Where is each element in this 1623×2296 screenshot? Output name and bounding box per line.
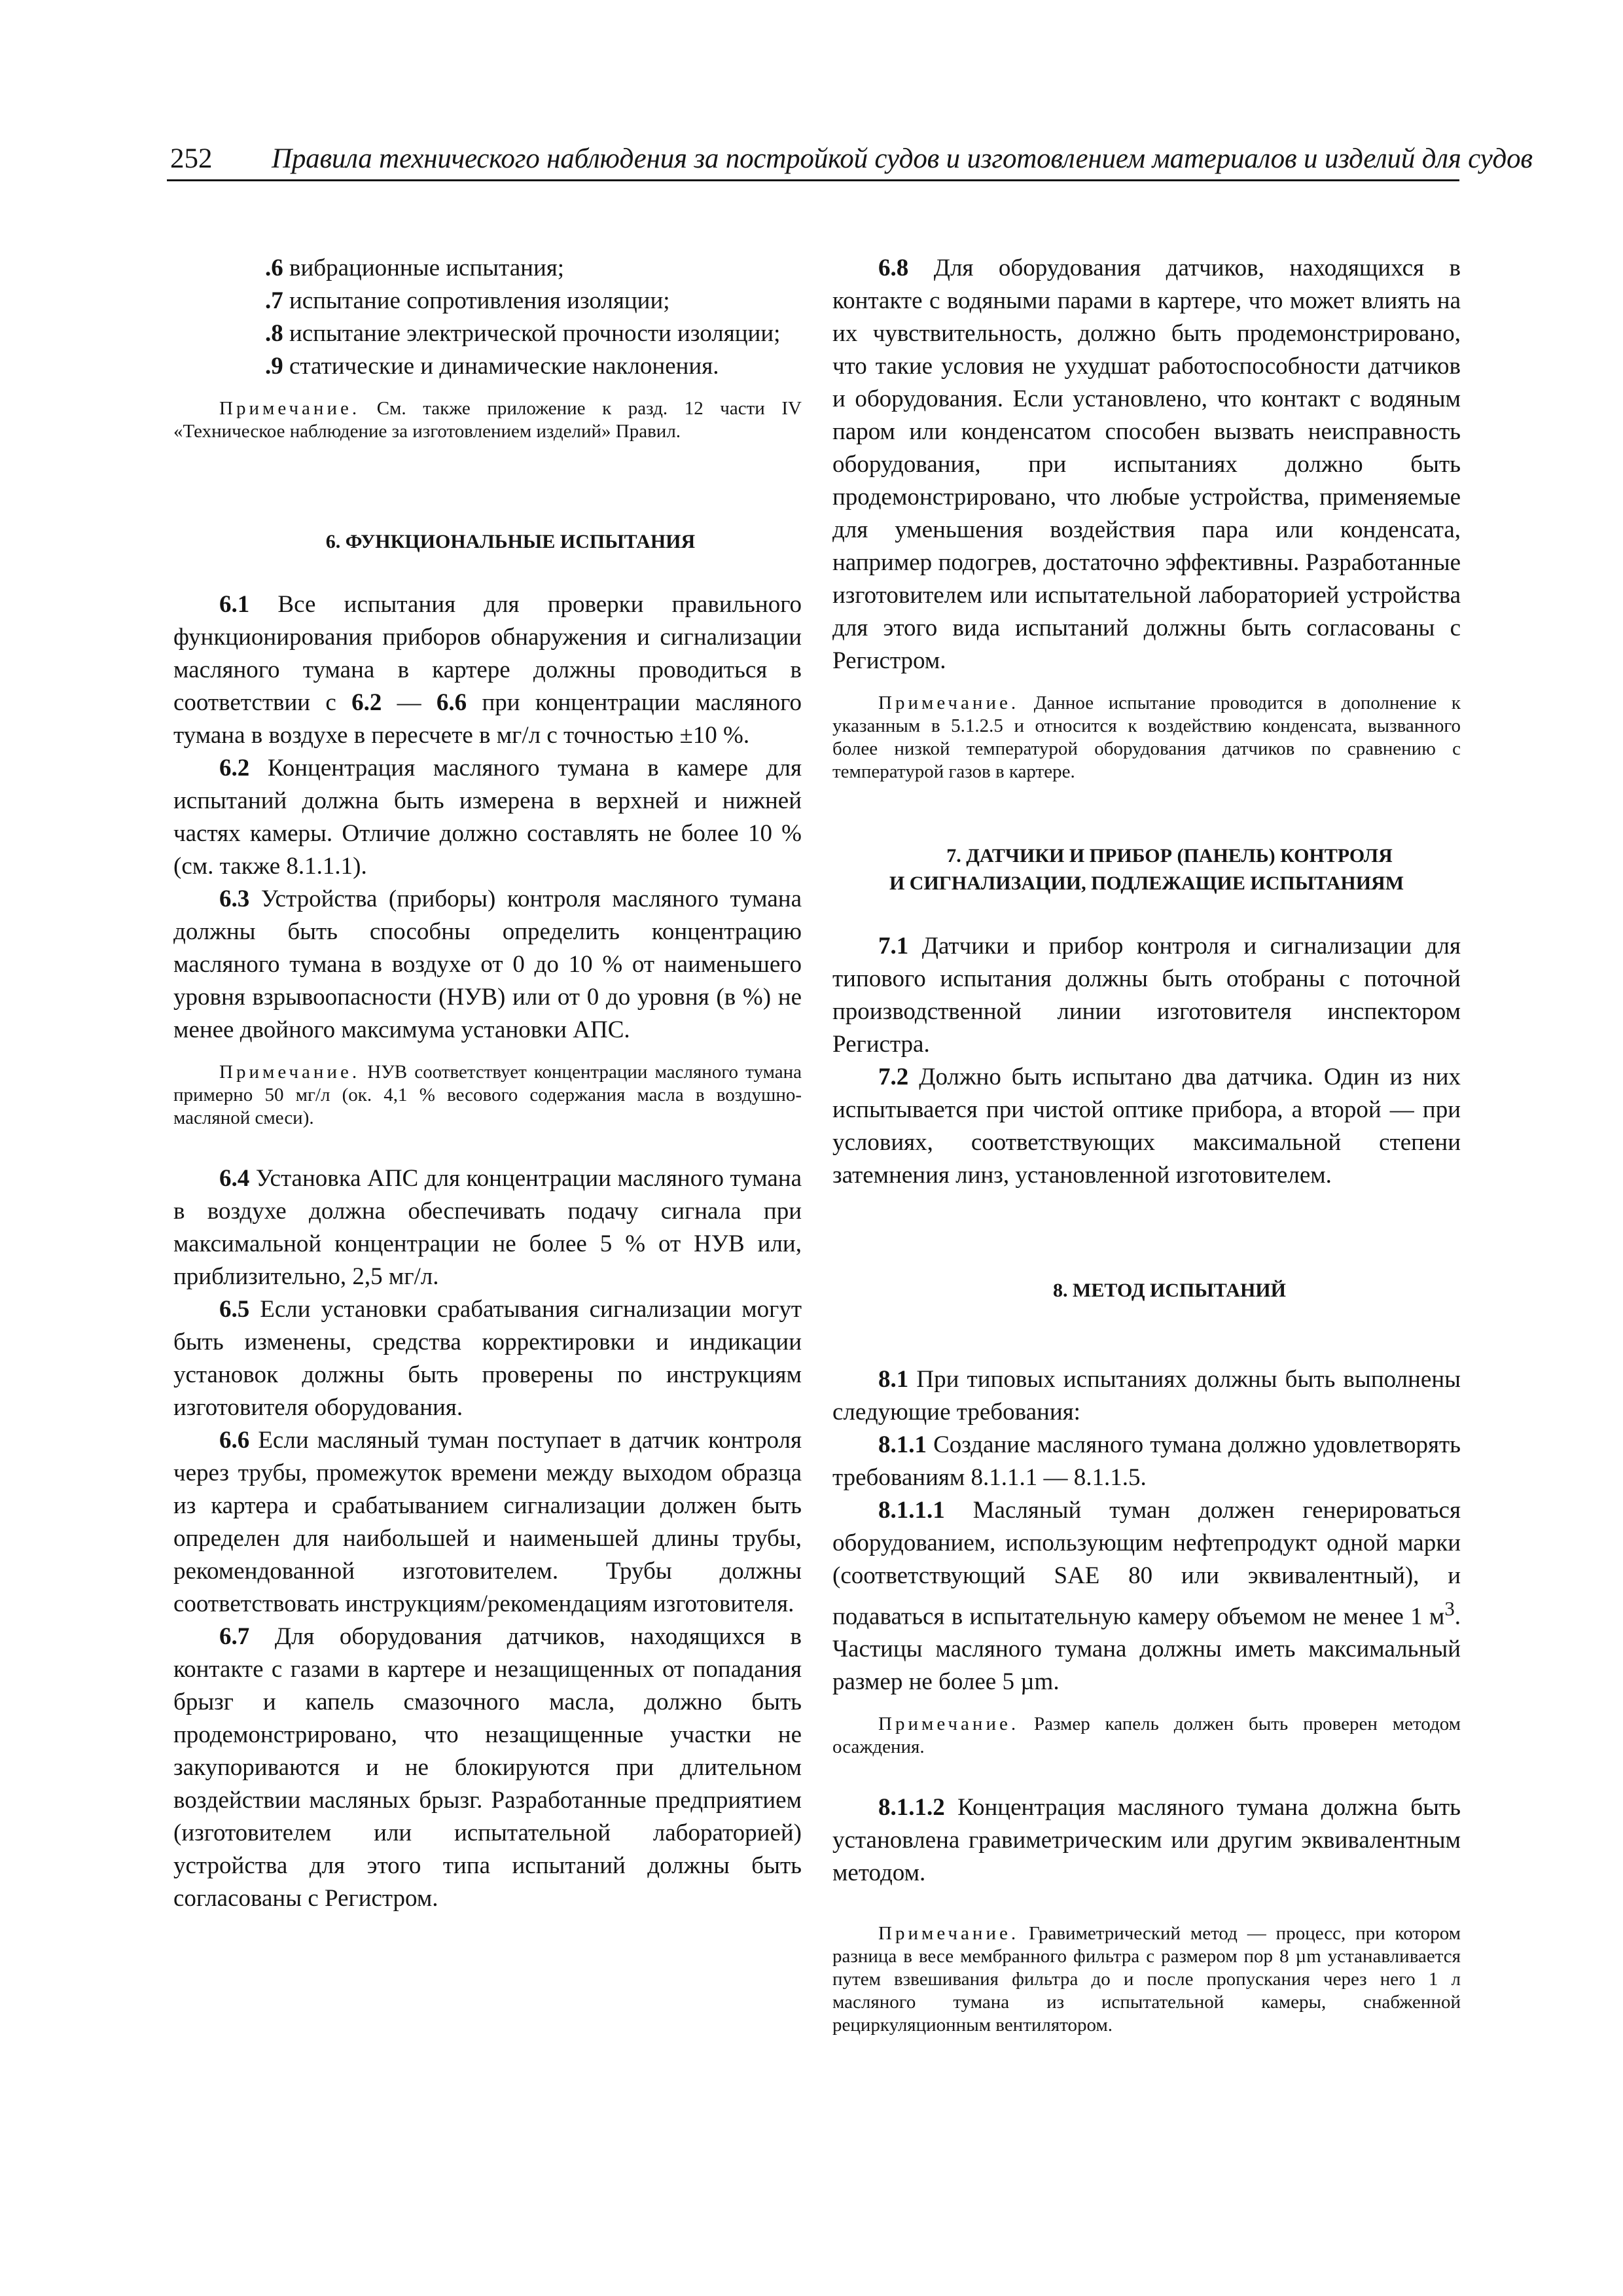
paragraph-8-1-1-2: 8.1.1.2 Концентрация масляного тумана должна быть установлена гравиметрическим или другим эквивалентным методом. (832, 1794, 1461, 1887)
paragraph-7-2: 7.2 Должно быть испытано два датчика. Один из них испытывается при чистой оптике прибора, а второй — при условиях, соответствующих максимальной степени затемнения линз, установленной изготовителем. (832, 1064, 1461, 1189)
paragraph-8-1-1: 8.1.1 Создание масляного тумана должно удовлетворять требованиям 8.1.1.1 — 8.1.1.5. (832, 1431, 1461, 1491)
note: Примечание. Размер капель должен быть проверен методом осаждения. (832, 1713, 1461, 1758)
section-heading-6: 6. ФУНКЦИОНАЛЬНЫЕ ИСПЫТАНИЯ (325, 531, 696, 552)
list-item: .6 вибрационные испытания; (265, 255, 565, 281)
paragraph-6-2: 6.2 Концентрация масляного тумана в камере для испытаний должна быть измерена в верхней и нижней частях камеры. Отличие должно составлять не более 10 % (см. также 8.1.1.1). (173, 755, 802, 880)
paragraph-6-7: 6.7 Для оборудования датчиков, находящихся в контакте с газами в картере и незащищенных от попадания брызг и капель смазочного масла, должно быть продемонстрировано, что незащищенные участки не закупориваются и не блокируются при длительном воздействии масляных брызг. Разработанные предприятием (изготовителем или испытательной лабораторией) устройства для этого типа испытаний должны быть согласованы с Регистром. (173, 1623, 802, 1912)
paragraph-6-5: 6.5 Если установки срабатывания сигнализации могут быть изменены, средства корректировки и индикации установок должны быть проверены по инструкциям изготовителя оборудования. (173, 1296, 802, 1421)
paragraph-6-8: 6.8 Для оборудования датчиков, находящихся в контакте с водяными парами в картере, что может влиять на их чувствительность, должно быть продемонстрировано, что такие условия не ухудшат работоспособности датчиков и оборудования. Если установлено, что контакт с водяным паром или конденсатом способен вызвать неисправность оборудования, при испытаниях должно быть продемонстрировано, что любые устройства, применяемые для уменьшения воздействия пара или конденсата, например подогрев, достаточно эффективны. Разработанные изготовителем или испытательной лабораторией устройства для этого вида испытаний должны быть согласованы с Регистром. (832, 255, 1461, 674)
paragraph-6-3: 6.3 Устройства (приборы) контроля масляного тумана должны быть способны определить концентрацию масляного тумана в воздухе от 0 до 10 % от наименьшего уровня взрывоопасности (НУВ) или от 0 до уровня (в %) не менее двойного максимума установки АПС. (173, 886, 802, 1043)
note: Примечание. См. также приложение к разд. 12 части IV «Техническое наблюдение за изготовлением изделий» Правил. (173, 398, 802, 442)
running-header (167, 139, 1533, 181)
paragraph-6-1: 6.1 Все испытания для проверки правильного функционирования приборов обнаружения и сигнализации масляного тумана в картере должны проводиться в соответствии с 6.2 — 6.6 при концентрации масляного тумана в воздухе в пересчете в мг/л с точностью ±10 %. (173, 591, 802, 749)
section-heading-8: 8. МЕТОД ИСПЫТАНИЙ (1053, 1280, 1286, 1301)
paragraph-7-1: 7.1 Датчики и прибор контроля и сигнализации для типового испытания должны быть отобраны с поточной производственной линии изготовителя инспектором Регистра. (832, 933, 1461, 1058)
note: Примечание. Данное испытание проводится в дополнение к указанным в 5.1.2.5 и относится к воздействию конденсата, вызванного более низкой температурой оборудования датчиков по сравнению с температурой газов в картере. (832, 692, 1461, 782)
page-number: 252 (170, 143, 213, 174)
paragraph-6-6: 6.6 Если масляный туман поступает в датчик контроля через трубы, промежуток времени между выходом образца из картера и срабатыванием сигнализации должен быть определен для наибольшей и наименьшей длины трубы, рекомендованной изготовителем. Трубы должны соответствовать инструкциям/рекомендациям изготовителя. (173, 1427, 802, 1617)
list-item: .7 испытание сопротивления изоляции; (265, 287, 670, 314)
note: Примечание. Гравиметрический метод — процесс, при котором разница в весе мембранного фильтра с размером пор 8 µm устанавливается путем взвешивания фильтра до и после пропускания через него 1 л масляного тумана из испытательной камеры, снабженной рециркуляционным вентилятором. (832, 1923, 1461, 2036)
paragraph-8-1-1-1: 8.1.1.1 Масляный туман должен генерироваться оборудованием, использующим нефтепродукт одной марки (соответствующий SAE 80 или эквивалентный), и подаваться в испытательную камеру объемом не менее 1 $м^3$. Частицы масляного тумана должны иметь максимальный размер не более 5 µm. (832, 1497, 1461, 1696)
paragraph-6-4: 6.4 Установка АПС для концентрации масляного тумана в воздухе должна обеспечивать подачу сигнала при максимальной концентрации не более 5 % от НУВ или, приблизительно, 2,5 мг/л. (173, 1165, 802, 1290)
section-heading-7: 7. ДАТЧИКИ И ПРИБОР (ПАНЕЛЬ) КОНТРОЛЯ И СИГНАЛИЗАЦИИ, ПОДЛЕЖАЩИЕ ИСПЫТАНИЯМ (889, 845, 1404, 894)
left-column (173, 252, 802, 1915)
list-item: .8 испытание электрической прочности изоляции; (265, 320, 781, 347)
list-item: .9 статические и динамические наклонения. (265, 353, 719, 380)
paragraph-8-1: 8.1 При типовых испытаниях должны быть выполнены следующие требования: (832, 1366, 1461, 1426)
note: Примечание. НУВ соответствует концентрации масляного тумана примерно 50 мг/л (ок. 4,1 % весового содержания масла в воздушно-масляной смеси). (173, 1062, 802, 1128)
right-column (832, 252, 1461, 2037)
running-title: Правила технического наблюдения за постройкой судов и изготовлением материалов и изделий для судов (272, 143, 1533, 174)
